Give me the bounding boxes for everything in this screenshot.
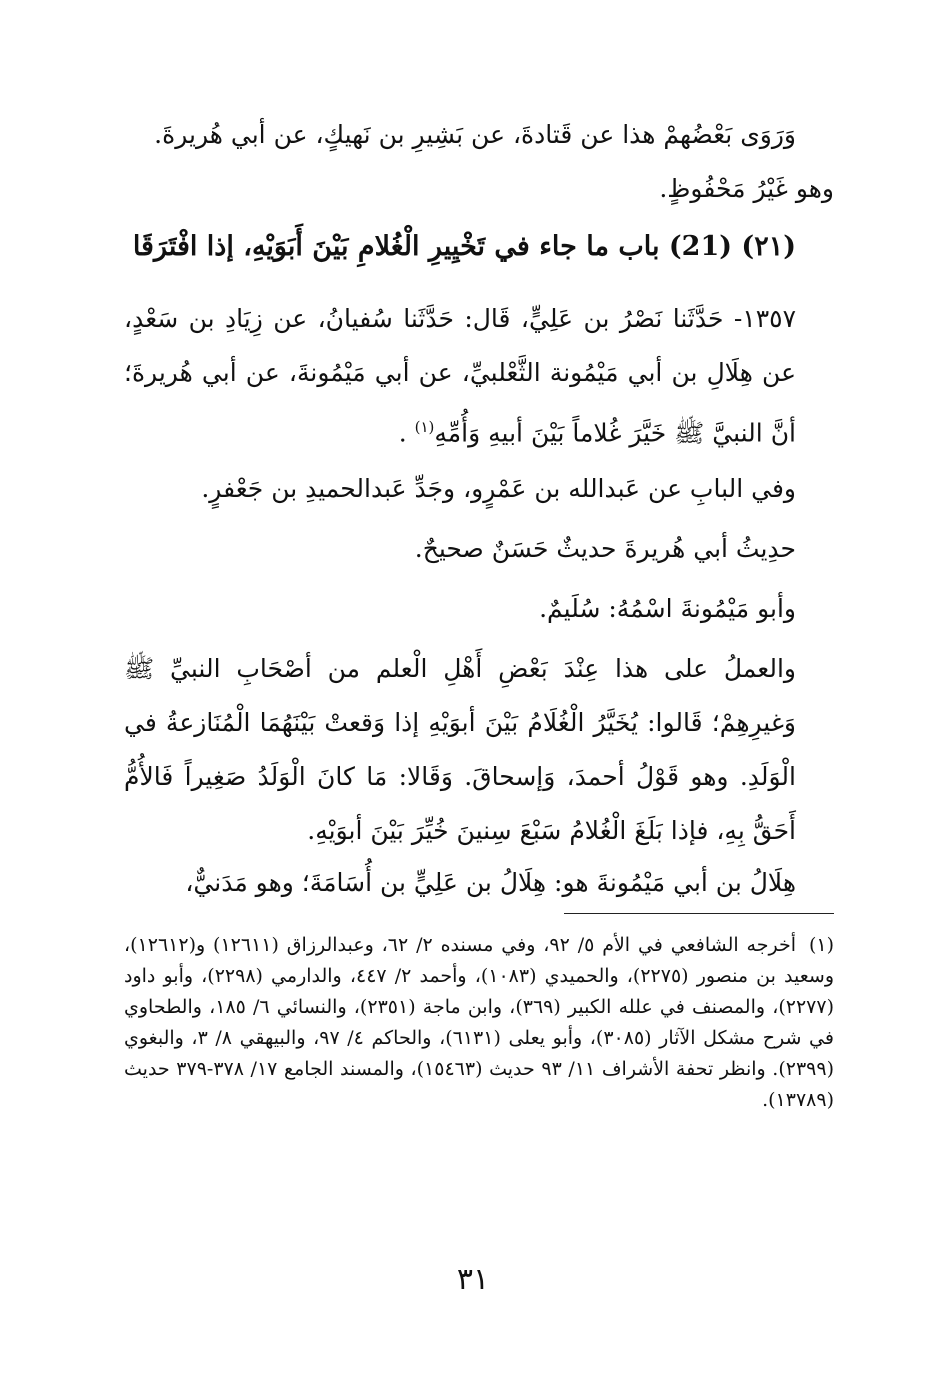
hadith-text-wrap — [124, 292, 834, 460]
intro-line-2: وهو غَيْرُ مَحْفُوظٍ. — [659, 174, 834, 203]
footnotes-section — [124, 930, 834, 1116]
page-number: ٣١ — [456, 1262, 490, 1297]
amal-text: والعملُ على هذا عِنْدَ بَعْضِ أَهْلِ الْعلم من أصْحَابِ النبيِّ ﷺ وَغيرِهِمْ؛ قَالوا: يُخَيَّرُ الْغُلَامُ بَيْنَ أبوَيْهِ إذا وَقعتْ بَيْنَهُمَا الْمُنَازعةُ في الْوَلَدِ. وهو قَوْلُ أحمدَ، وَإسحاقَ. وَقَالا: مَا كانَ الْوَلَدُ صَغِيراً فَالأُمُّ أَحَقُّ بِهِ، فإذا بَلَغَ الْغُلامُ سَبْعَ سِنينَ خُيِّرَ بَيْنَ أبوَيْهِ. — [124, 654, 796, 845]
hilal-note: هِلَالُ بن أبي مَيْمُونةَ هو: هِلَالُ بن عَلِيٍّ بن أُسَامَةَ؛ وهو مَدَنيٌّ، — [185, 868, 796, 897]
narrator-name-note: وأبو مَيْمُونةَ اسْمُهُ: سُلَيمٌ. — [539, 594, 796, 623]
hadith-paragraph — [124, 292, 834, 460]
hadith-text: ١٣٥٧- حَدَّثَنا نَصْرُ بن عَلِيٍّ، قَال: حَدَّثَنا سُفيانُ، عن زِيَادِ بن سَعْدٍ، عن هِلَالِ بن أبي مَيْمُونة الثَّعْلبيِّ، عن أبي مَيْمُونةَ، عن أبي هُريرةَ؛ أنَّ النبيَّ ﷺ خَيَّرَ غُلاماً بَيْنَ أبيهِ وَأُمِّهِ — [124, 304, 796, 448]
footnote-text: أخرجه الشافعي في الأم ٥/ ٩٢، وفي مسنده ٢/ ٦٢، وعبدالرزاق (١٢٦١١) و(١٢٦١٢)، وسعيد بن منصور (٢٢٧٥)، والحميدي (١٠٨٣)، وأحمد ٢/ ٤٤٧، والدارمي (٢٢٩٨)، وأبو داود (٢٢٧٧)، والمصنف في علله الكبير (٣٦٩)، وابن ماجة (٢٣٥١)، والنسائي ٦/ ١٨٥، والطحاوي في شرح مشكل الآثار (٣٠٨٥)، وأبو يعلى (٦١٣١)، والحاكم ٤/ ٩٧، والبيهقي ٨/ ٣، والبغوي (٢٣٩٩). وانظر تحفة الأشراف ١١/ ٩٣ حديث (١٥٤٦٣)، والمسند الجامع ١٧/ ٣٧٨-٣٧٩ حديث (١٣٧٨٩). — [124, 934, 835, 1111]
hadith-end: . — [398, 418, 415, 448]
hadith-grading: حدِيثُ أبي هُريرةَ حديثٌ حَسَنٌ صحيحٌ. — [414, 534, 796, 563]
footnote-item — [124, 930, 834, 1116]
chapter-heading: (٢١) (21) باب ما جاء في تَخْيِيرِ الْغُلامِ بَيْنَ أَبَوَيْهِ، إذا افْتَرَقَا — [132, 231, 796, 262]
amal-paragraph — [124, 642, 834, 858]
footnote-divider — [564, 913, 834, 914]
intro-line-1: وَرَوَى بَعْضُهمْ هذا عن قَتادةَ، عن بَشِيرِ بن نَهيكٍ، عن أبي هُريرةَ. — [154, 120, 796, 149]
bab-note: وفي البابِ عن عَبدالله بن عَمْرٍو، وجَدِّ عَبدالحميدِ بن جَعْفرٍ. — [201, 474, 796, 503]
footnote-marker[interactable]: (١) — [414, 418, 435, 436]
intro-paragraph — [124, 108, 834, 216]
footnote-number: (١) — [808, 934, 834, 956]
